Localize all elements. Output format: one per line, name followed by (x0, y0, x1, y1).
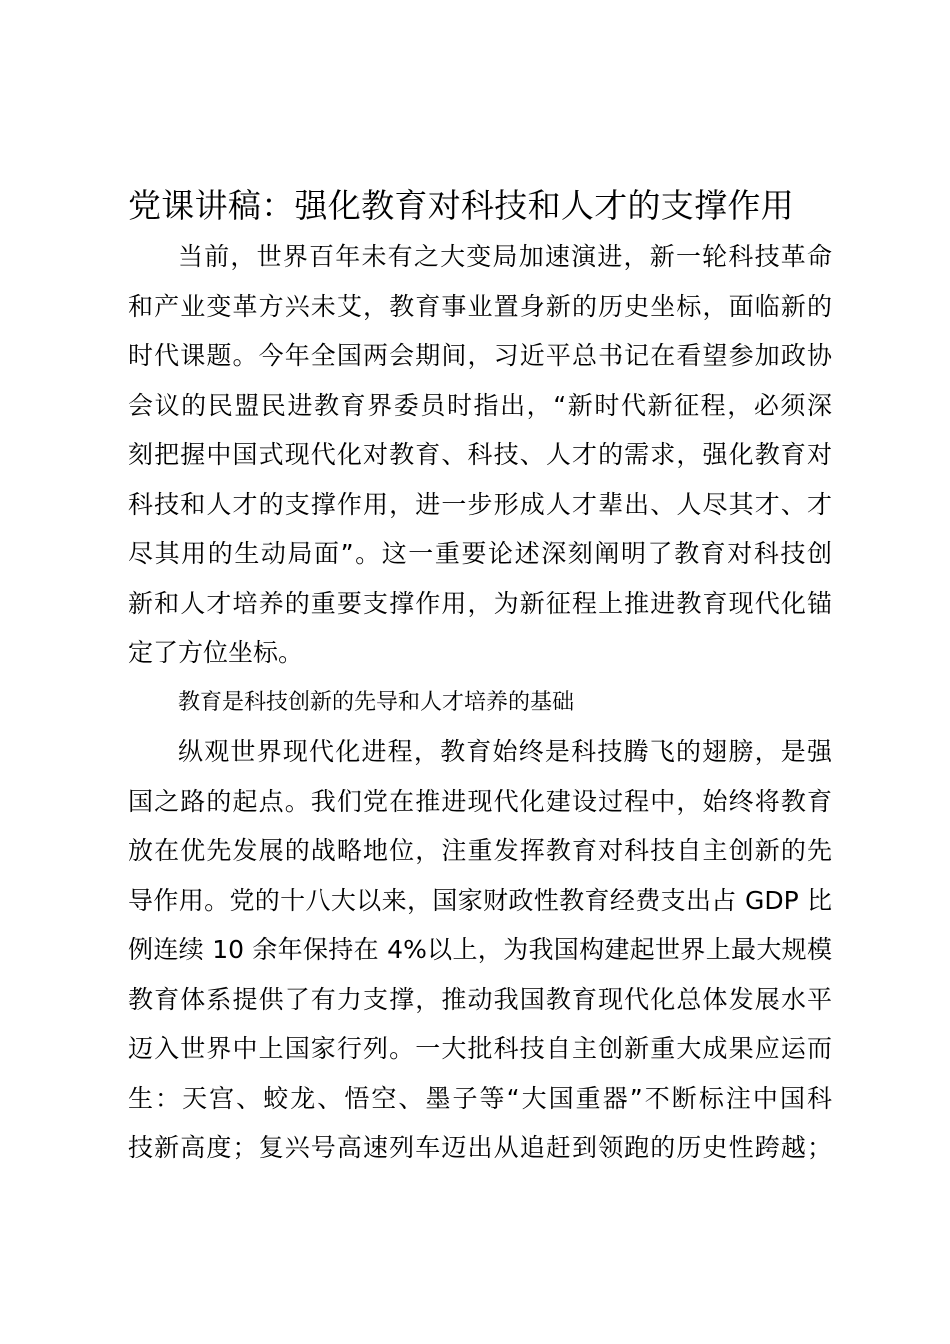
paragraph-line: 教育体系提供了有力支撑，推动我国教育现代化总体发展水平 (128, 984, 832, 1014)
paragraph-line: 定了方位坐标。 (128, 638, 304, 667)
paragraph-line: 时代课题。今年全国两会期间，习近平总书记在看望参加政协 (128, 341, 832, 370)
paragraph-line: 和产业变革方兴未艾，教育事业置身新的历史坐标，面临新的 (128, 291, 832, 321)
document-title: 党课讲稿：强化教育对科技和人才的支撑作用 (128, 186, 794, 225)
paragraph-line: 国之路的起点。我们党在推进现代化建设过程中，始终将教育 (128, 786, 832, 816)
paragraph-line: 放在优先发展的战略地位，注重发挥教育对科技自主创新的先 (128, 836, 832, 865)
section-subheading: 教育是科技创新的先导和人才培养的基础 (178, 689, 575, 715)
paragraph-line: 导作用。党的十八大以来，国家财政性教育经费支出占 GDP 比 (128, 885, 832, 915)
paragraph-line: 生：天宫、蛟龙、悟空、墨子等“大国重器”不断标注中国科 (128, 1083, 832, 1113)
document-body (128, 180, 832, 1173)
paragraph-education (128, 727, 832, 1173)
paragraph-line: 例连续 10 余年保持在 4%以上，为我国构建起世界上最大规模 (128, 935, 832, 964)
paragraph-line: 迈入世界中上国家行列。一大批科技自主创新重大成果应运而 (128, 1034, 832, 1063)
paragraph-line: 科技和人才的支撑作用，进一步形成人才辈出、人尽其才、才 (128, 489, 832, 519)
paragraph-line: 尽其用的生动局面”。这一重要论述深刻阐明了教育对科技创 (128, 539, 832, 568)
paragraph-line: 刻把握中国式现代化对教育、科技、人才的需求，强化教育对 (128, 440, 832, 469)
paragraph-line: 当前，世界百年未有之大变局加速演进，新一轮科技革命 (178, 242, 832, 271)
paragraph-line: 技新高度；复兴号高速列车迈出从追赶到领跑的历史性跨越； (128, 1133, 832, 1162)
paragraph-intro (128, 232, 832, 678)
paragraph-line: 纵观世界现代化进程，教育始终是科技腾飞的翅膀，是强 (178, 737, 832, 766)
paragraph-line: 新和人才培养的重要支撑作用，为新征程上推进教育现代化锚 (128, 588, 832, 618)
paragraph-line: 会议的民盟民进教育界委员时指出，“新时代新征程，必须深 (128, 390, 832, 420)
